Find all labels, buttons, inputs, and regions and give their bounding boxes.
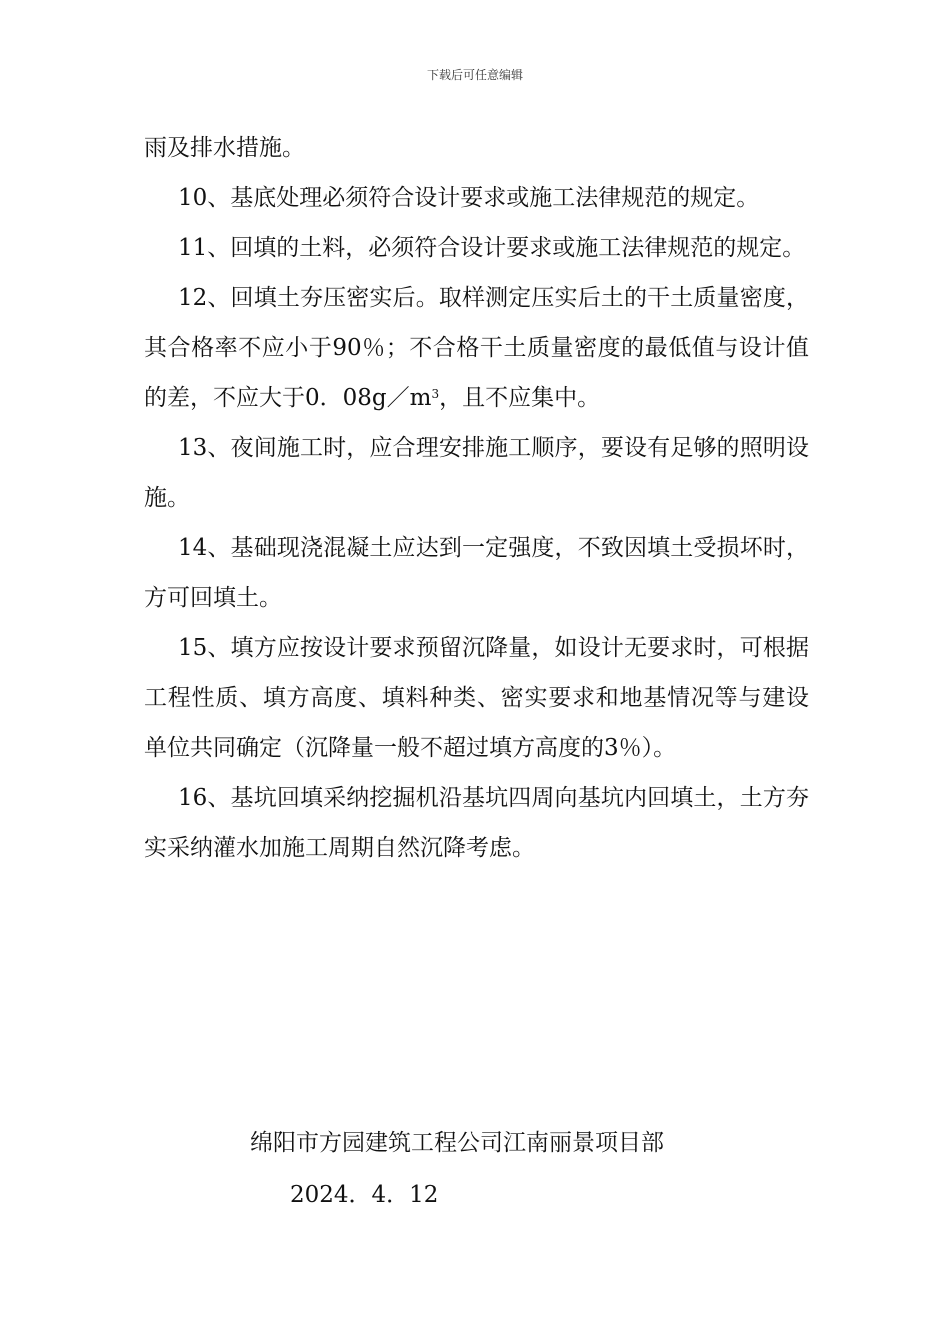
paragraph-item-10: 10、基底处理必须符合设计要求或施工法律规范的规定。 — [178, 185, 760, 211]
paragraph-item-12-tail: ，且不应集中。 — [439, 385, 601, 411]
superscript-exponent: 3 — [431, 387, 440, 401]
paragraph-item-15: 15、填方应按设计要求预留沉降量，如设计无要求时，可根据工程性质、填方高度、填料种类、密实要求和地基情况等与建设单位共同确定（沉降量一般不超过填方高度的3％）。 — [144, 635, 809, 761]
paragraph-item-12-text: 12、回填土夯压密实后。取样测定压实后土的干土质量密度，其合格率不应小于90％；不合格干土质量密度的最低值与设计值的差，不应大于0．08g／m — [144, 285, 809, 411]
paragraph-item-13: 13、夜间施工时，应合理安排施工顺序，要设有足够的照明设施。 — [144, 435, 809, 511]
header-note: 下载后可任意编辑 — [426, 68, 523, 82]
paragraph-item-11: 11、回填的土料，必须符合设计要求或施工法律规范的规定。 — [178, 235, 806, 261]
paragraph-item-16: 16、基坑回填采纳挖掘机沿基坑四周向基坑内回填土，土方夯实采纳灌水加施工周期自然沉降考虑。 — [144, 785, 809, 861]
document-body — [144, 123, 809, 873]
signature-date: 2024．4．12 — [290, 1182, 439, 1208]
paragraph-item-12 — [144, 273, 809, 423]
paragraph-item-14: 14、基础现浇混凝土应达到一定强度，不致因填土受损坏时，方可回填土。 — [144, 535, 809, 611]
paragraph-continuation: 雨及排水措施。 — [144, 135, 305, 161]
organization-signature: 绵阳市方园建筑工程公司江南丽景项目部 — [250, 1130, 664, 1156]
